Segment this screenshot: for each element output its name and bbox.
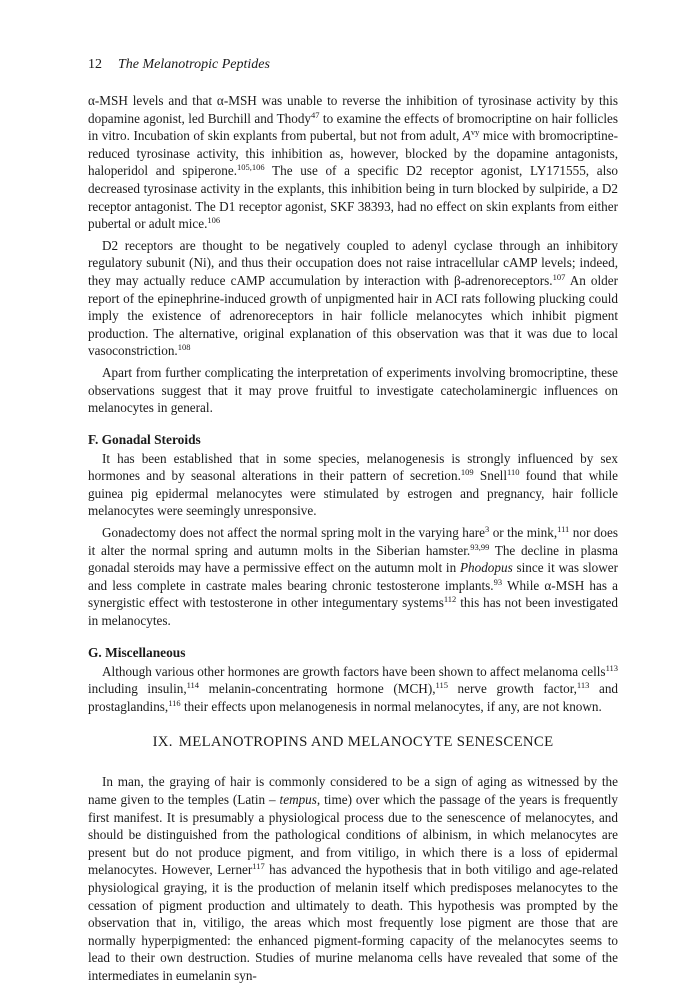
- text-run: to examine the effects of bromocriptine on hair follicles in vitro. Incubation of skin explants from pubertal, but not from adult,: [88, 110, 618, 144]
- paragraph-4: [88, 450, 618, 520]
- text-run: While α-MSH has a synergistic effect with testosterone in other integumentary systems: [88, 577, 618, 611]
- text-run: melanin-concentrating hormone (MCH),: [199, 681, 436, 697]
- text-run: The use of a specific D2 receptor agonist, LY171555, also decreased tyrosinase activity in the explants, this inhibition being in turn blocked by sulpiride, a D2 receptor antagonist. The D1 receptor agonist, SKF 38393, had no effect on skin explants from either pubertal or adult mice.: [88, 163, 619, 232]
- text-run: Gonadectomy does not affect the normal spring molt in the varying hare: [102, 525, 485, 541]
- page-number: 12: [88, 57, 102, 72]
- running-title: The Melanotropic Peptides: [118, 57, 270, 72]
- citation: 108: [177, 342, 191, 353]
- running-head: [88, 56, 628, 74]
- text-run: nor does it alter the normal spring and autumn molts in the Siberian hamster.: [88, 525, 618, 558]
- citation: 112: [443, 594, 457, 605]
- text-run: this has not been investigated in melanocytes.: [88, 595, 618, 629]
- section-heading-ix: [88, 733, 618, 751]
- paragraph-2: [88, 237, 618, 360]
- italic-text: Phodopus: [459, 560, 513, 576]
- text-run: D2 receptors are thought to be negatively coupled to adenyl cyclase through an inhibitory regulatory subunit (Ni), and thus their occupation does not raise intracellular cAMP levels; indeed, they may actually reduce cAMP accumulation by interaction with β-adrenoreceptors.: [88, 237, 618, 288]
- citation: 93: [493, 576, 503, 587]
- section-number: IX.: [152, 734, 173, 751]
- text-run: found that while guinea pig epidermal melanocytes were stimulated by estrogen and pregnancy, hair follicle melanocytes were seemingly unresponsive.: [88, 468, 619, 519]
- text-run: nerve growth factor,: [447, 681, 577, 697]
- text-run: An older report of the epinephrine-induced growth of unpigmented hair in ACI rats following plucking could imply the existence of adrenoreceptors in hair follicle melanocytes which inhibit pigment production. The alternative, original explanation of this observation was that it was due to local vasoconstriction.: [88, 272, 618, 359]
- citation: 113: [605, 662, 618, 673]
- section-heading-f: F. Gonadal Steroids: [88, 431, 201, 447]
- text-run: has advanced the hypothesis that in both vitiligo and age-related physiological graying, it is the production of melanin itself which predisposes melanocytes to the cessation of pigment production and ultimately to death. This hypothesis was prompted by the observation that in, vitiligo, the areas which most frequently lose pigment are those that are normally hyperpigmented: the enhanced pigment-forming capacity of the melanocytes seems to lead to their own destruction. Studies of murine melanoma cells have revealed that some of the intermediates in eumelanin syn-: [88, 862, 619, 983]
- paragraph-3: [88, 364, 618, 417]
- text-run: Snell: [473, 468, 508, 484]
- text-run: Apart from further complicating the interpretation of experiments involving bromocriptine, these observations suggest that it may prove fruitful to investigate catecholaminergic influences on melanocytes in general.: [88, 364, 618, 416]
- text-run: including insulin,: [88, 681, 187, 697]
- paragraph-1: [88, 92, 618, 233]
- citation: 116: [168, 697, 181, 708]
- text-run: , time) over which the passage of the years is frequently first manifest. It is presumably a physiological process due to the senescence of melanocytes, and should be distinguished from the pathological conditions of albinism, in which melanocytes are present but do not produce pigment, and from vitiligo, in which there is a loss of epidermal melanocytes. However, Lerner: [88, 792, 618, 878]
- italic-text: A: [462, 128, 471, 144]
- citation: 113: [576, 680, 590, 691]
- citation: 106: [207, 215, 221, 226]
- citation: 110: [507, 467, 520, 478]
- text-run: since it was slower and less complete in castrate males bearing chronic testosterone implants.: [88, 560, 618, 593]
- text-run: their effects upon melanogenesis in normal melanocytes, if any, are not known.: [180, 698, 602, 714]
- paragraph-7: [88, 773, 618, 984]
- superscript: vy: [470, 127, 480, 138]
- text-run: The decline in plasma gonadal steroids may have a permissive effect on the autumn molt in: [88, 542, 618, 576]
- text-run: mice with bromocriptine-reduced tyrosinase activity, this inhibition as, however, blocked by the dopamine antagonists, haloperidol and spiperone.: [88, 128, 618, 179]
- citation: 105,106: [237, 162, 265, 173]
- paragraph-6: [88, 663, 618, 716]
- citation: 109: [460, 467, 474, 478]
- citation: 111: [557, 524, 570, 535]
- text-run: Although various other hormones are growth factors have been shown to affect melanoma cells: [102, 663, 606, 679]
- section-title: MELANOTROPINS AND MELANOCYTE SENESCENCE: [178, 734, 554, 751]
- citation: 93,99: [470, 541, 490, 552]
- text-run: It has been established that in some species, melanogenesis is strongly influenced by sex hormones and by seasonal alterations in their pattern of secretion.: [88, 450, 618, 484]
- citation: 47: [311, 109, 320, 120]
- body-text: [88, 92, 618, 989]
- citation: 115: [435, 680, 448, 691]
- text-run: In man, the graying of hair is commonly considered to be a sign of aging as witnessed by the name given to the temples (Latin –: [88, 774, 618, 807]
- text-run: or the mink,: [489, 525, 558, 541]
- text-run: α-MSH levels and that α-MSH was unable to reverse the inhibition of tyrosinase activity by this dopamine agonist, led Burchill and Thody: [88, 93, 618, 126]
- citation: 107: [552, 271, 566, 282]
- citation: 3: [484, 524, 490, 535]
- text-run: and prostaglandins,: [88, 681, 619, 714]
- section-heading-g: G. Miscellaneous: [88, 644, 186, 660]
- citation: 117: [252, 861, 265, 872]
- citation: 114: [186, 680, 200, 691]
- italic-text: tempus: [279, 792, 317, 807]
- paragraph-5: [88, 524, 618, 630]
